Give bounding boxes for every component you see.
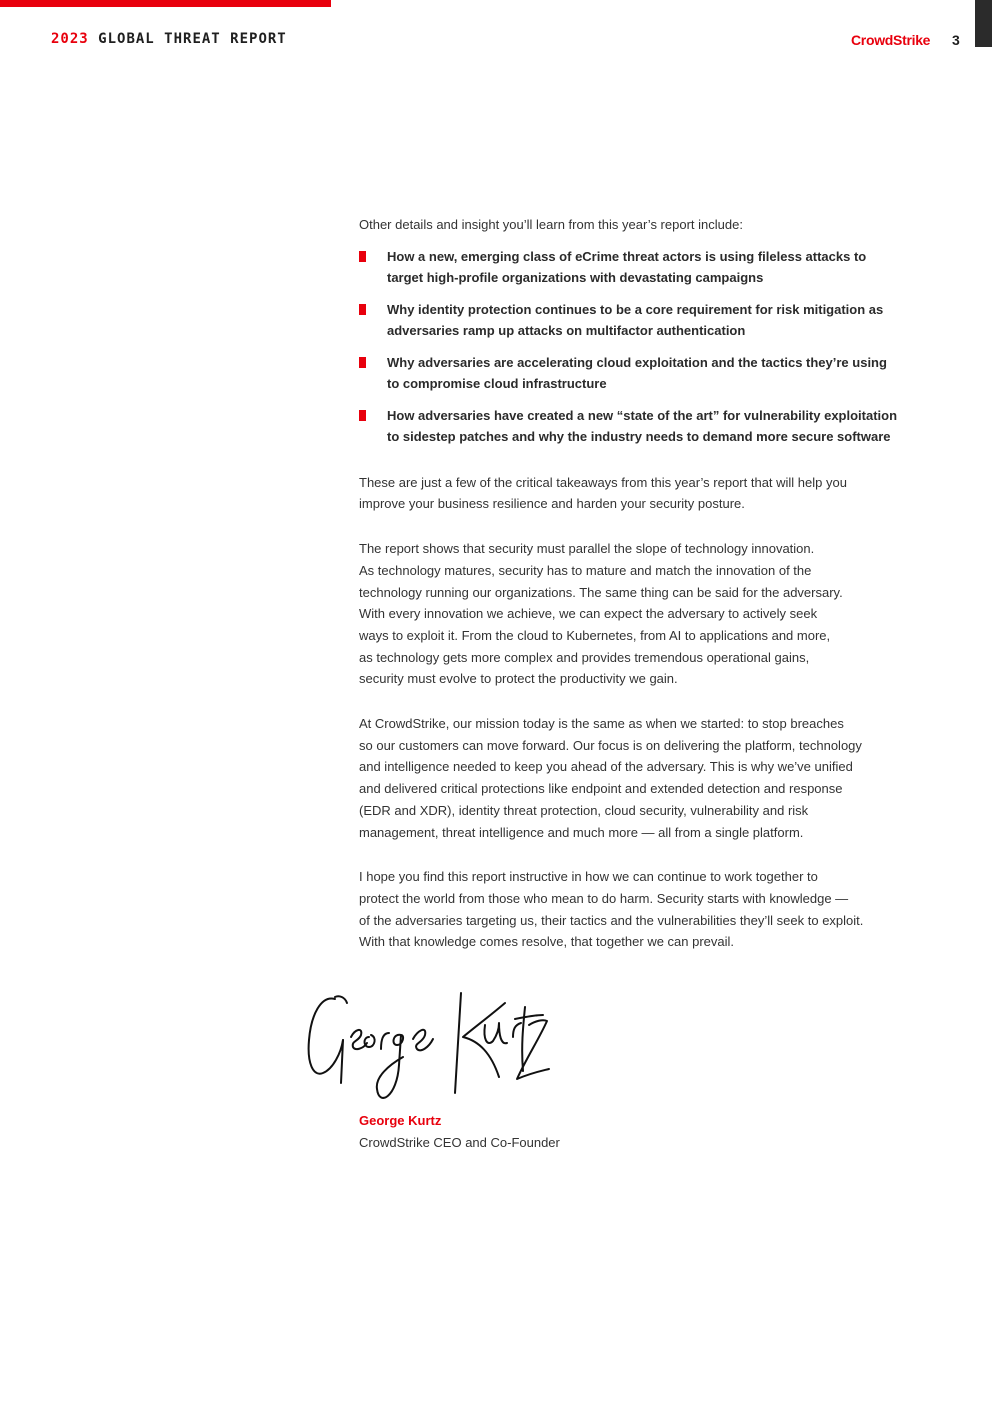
takeaways-list	[359, 246, 934, 448]
signer-title: CrowdStrike CEO and Co-Founder	[359, 1135, 560, 1150]
report-year: 2023	[51, 31, 89, 47]
list-item	[359, 246, 934, 289]
list-item	[359, 299, 934, 342]
bullet-marker-icon	[359, 357, 366, 368]
signer-name: George Kurtz	[359, 1113, 442, 1128]
list-item-text: Why identity protection continues to be a core requirement for risk mitigation as adversaries ramp up attacks on multifactor authentication	[387, 301, 884, 339]
list-item	[359, 405, 934, 448]
report-title-text: GLOBAL THREAT REPORT	[98, 31, 287, 47]
paragraph: The report shows that security must parallel the slope of technology innovation. As technology matures, security has to mature and match the innovation of the technology running our organizations. The same thing can be said for the adversary. With every innovation we achieve, we can expect the adversary to actively seek ways to exploit it. From the cloud to Kubernetes, from AI to applications and more, as technology gets more complex and provides tremendous operational gains, security must evolve to protect the productivity we gain.	[359, 541, 843, 687]
list-item-text: Why adversaries are accelerating cloud exploitation and the tactics they’re using to compromise cloud infrastructure	[387, 354, 887, 392]
list-item-text: How a new, emerging class of eCrime threat actors is using fileless attacks to target high-profile organizations with devastating campaigns	[387, 248, 867, 286]
paragraph: These are just a few of the critical takeaways from this year’s report that will help you improve your business resilience and harden your security posture.	[359, 474, 847, 512]
list-item-text: How adversaries have created a new “state of the art” for vulnerability exploitation to sidestep patches and why the industry needs to demand more secure software	[387, 407, 898, 445]
handwritten-signature	[303, 985, 553, 1110]
page-edge-tab	[975, 0, 992, 47]
report-title	[51, 31, 287, 47]
brand-logo: CrowdStrike	[851, 32, 931, 48]
list-item	[359, 352, 934, 395]
paragraph: I hope you find this report instructive in how we can continue to work together to protect the world from those who mean to do harm. Security starts with knowledge — of the adversaries targeting us, their tactics and the vulnerabilities they’ll seek to exploit. With that knowledge comes resolve, that together we can prevail.	[359, 869, 864, 950]
intro-text: Other details and insight you’ll learn from this year’s report include:	[359, 217, 743, 232]
top-accent-bar	[0, 0, 331, 7]
bullet-marker-icon	[359, 251, 366, 262]
bullet-marker-icon	[359, 410, 366, 421]
page-number: 3	[952, 32, 960, 48]
bullet-marker-icon	[359, 304, 366, 315]
letter-body	[359, 214, 934, 953]
paragraph: At CrowdStrike, our mission today is the same as when we started: to stop breaches so our customers can move forward. Our focus is on delivering the platform, technology and intelligence needed to keep you ahead of the adversary. This is why we’ve unified and delivered critical protections like endpoint and extended detection and response (EDR and XDR), identity threat protection, cloud security, vulnerability and risk management, threat intelligence and much more — all from a single platform.	[359, 716, 862, 840]
